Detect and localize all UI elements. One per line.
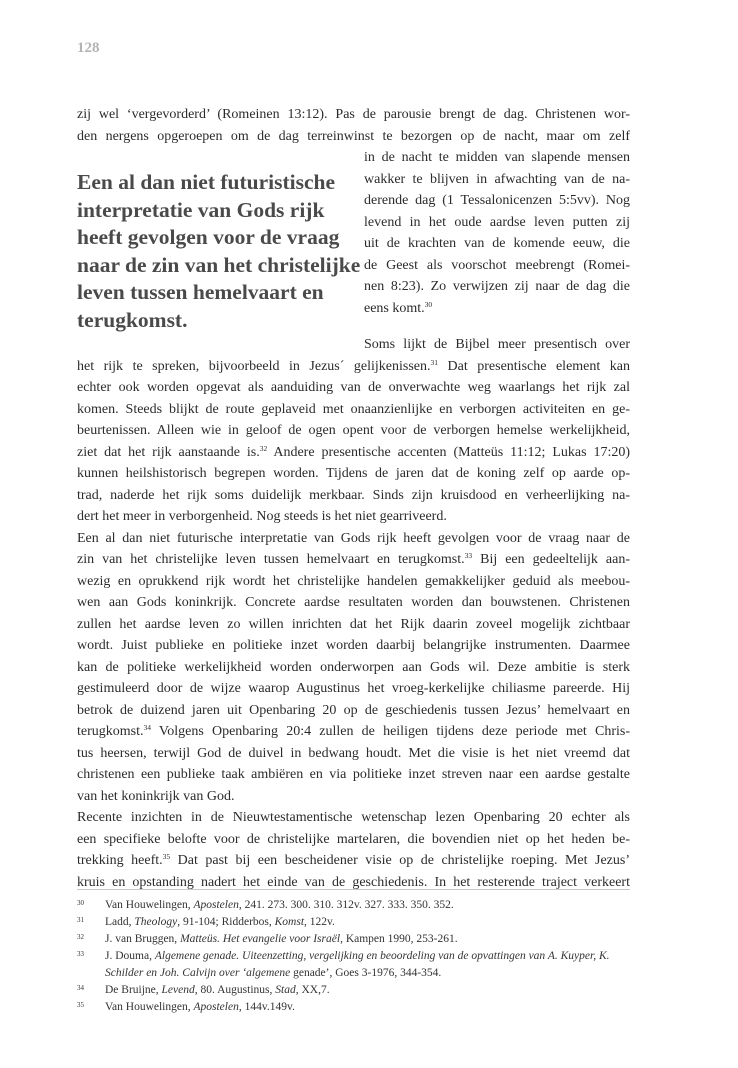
- text-fragment: zin van het christelijke leven tussen hemelvaart en terugkomst.: [77, 552, 465, 567]
- footnote-fragment: , XX,7.: [295, 984, 330, 996]
- text-fragment: wezig en oprukkend rijk wordt het christelijke handelen gemakkelijker geduid als meebou-: [77, 573, 630, 589]
- text-fragment: Een al dan niet futurische interpretatie van Gods rijk heeft gevolgen voor de vraag naar de: [77, 530, 630, 546]
- footnote-fragment: Stad: [275, 984, 296, 996]
- text-fragment: beurtenissen. Alleen wie in geloof de ogen opent voor de verborgen hemelse werkelijkheid,: [77, 423, 630, 438]
- footnote-fragment: , 241. 273. 300. 310. 312v. 327. 333. 350. 352.: [238, 899, 454, 911]
- paragraph-4: [77, 807, 630, 893]
- footnote-ref: 30: [424, 299, 433, 309]
- text-fragment: Dat past bij een bescheidener visie op de christelijke roeping. Met Jezus’: [170, 853, 631, 868]
- footnote-number: 32: [77, 933, 84, 941]
- text-fragment: christenen een publieke taak ambiëren en via politieke inzet streven naar een aardse gestalte: [77, 767, 630, 782]
- footnote-fragment: , 144v.149v.: [238, 1001, 295, 1013]
- pull-quote: [77, 169, 359, 334]
- footnote: [77, 931, 630, 948]
- text-line: [77, 356, 630, 378]
- text-fragment: kunnen heilshistorisch begrepen worden. Tijdens de jaren dat de koning zelf op aarde op-: [77, 466, 630, 481]
- body-text-top: [77, 104, 630, 147]
- footnote-fragment: Theology: [134, 916, 178, 928]
- footnote-fragment: Schilder en Joh. Calvijn over ‘algemene: [105, 967, 291, 979]
- pull-quote-line: leven tussen hemelvaart en: [77, 280, 324, 304]
- text-line: nen 8:23). Zo verwijzen zij naar de dag die: [364, 279, 630, 294]
- footnote-fragment: Ladd,: [105, 916, 135, 928]
- footnote: [77, 948, 630, 982]
- text-line: [77, 657, 630, 679]
- footnote-fragment: , Kampen 1990, 253-261.: [340, 933, 458, 945]
- text-fragment: Dat presentische element kan: [438, 358, 630, 374]
- text-fragment: van het koninkrijk van God.: [77, 788, 235, 804]
- text-line: [77, 786, 630, 808]
- footnote-divider: [77, 889, 630, 890]
- pull-quote-line: terugkomst.: [77, 307, 188, 332]
- text-line: [77, 614, 630, 636]
- text-fragment: Andere presentische accenten (Matteüs 11:12; Lukas 17:20): [267, 444, 630, 460]
- text-line: zij wel ‘vergevorderd’ (Romeinen 13:12). Pas de parousie brengt de dag. Christenen wor-: [77, 107, 630, 122]
- text-line: [77, 764, 630, 786]
- text-line: uit de krachten van de komende eeuw, die: [364, 236, 630, 251]
- text-fragment: komen. Steeds blijkt de route geplaveid met onaanzienlijke en verborgen activiteiten en ge-: [77, 401, 630, 417]
- text-fragment: het rijk te spreken, bijvoorbeeld in Jezus´ gelijkenissen.: [77, 358, 431, 374]
- footnotes: [77, 897, 630, 1016]
- footnote: [77, 914, 630, 931]
- footnote-fragment: , 80. Augustinus,: [194, 984, 276, 996]
- text-fragment: echter ook worden opgevat als aanduiding van de onverwachte weg waarlangs het rijk zal: [77, 380, 630, 395]
- footnote-number: 35: [77, 1001, 84, 1009]
- page-number: 128: [77, 40, 100, 56]
- text-fragment: Volgens Openbaring 20:4 zullen de heiligen tijdens deze periode met Chris-: [151, 724, 630, 739]
- text-fragment: ziet dat het rijk aanstaande is.: [77, 444, 260, 460]
- text-line: [77, 399, 630, 421]
- footnote-number: 33: [77, 950, 84, 958]
- text-line: Soms lijkt de Bijbel meer presentisch over: [364, 337, 630, 352]
- text-fragment: eens komt.: [364, 300, 425, 316]
- footnote: [77, 982, 630, 999]
- text-fragment: een specifieke belofte voor de christelijke martelaren, die bovendien niet op het heden be-: [77, 831, 630, 847]
- text-line: [77, 721, 630, 743]
- footnote-continuation: [105, 965, 630, 982]
- text-fragment: betrok de duizend jaren uit Openbaring 20 op de geschiedenis tussen Jezus’ hemelvaart en: [77, 702, 630, 718]
- paragraph-2: [77, 356, 630, 528]
- footnote: [77, 999, 630, 1016]
- text-line: [77, 850, 630, 872]
- text-line: [77, 678, 630, 700]
- text-fragment: wen aan Gods koninkrijk. Concrete aardse resultaten worden dan bouwstenen. Christenen: [77, 595, 630, 610]
- text-fragment: kan de politieke werkelijkheid worden onderworpen aan Gods wil. Deze ambitie is sterk: [77, 659, 630, 675]
- footnote-number: 31: [77, 916, 84, 924]
- footnote: [77, 897, 630, 914]
- footnote-fragment: Van Houwelingen,: [105, 1001, 194, 1013]
- footnote-fragment: Levend: [161, 984, 195, 996]
- text-fragment: terugkomst.: [77, 724, 144, 739]
- pull-quote-line: interpretatie van Gods rijk: [77, 197, 325, 222]
- pull-quote-line: naar de zin van het christelijke: [77, 252, 361, 277]
- text-line: levend in het oude aardse leven putten zij: [364, 214, 630, 230]
- footnote-ref: 33: [464, 551, 473, 560]
- text-fragment: Bij een gedeeltelijk aan-: [472, 552, 630, 567]
- paragraph-3: [77, 528, 630, 808]
- text-line: [77, 807, 630, 829]
- text-line: [77, 829, 630, 851]
- text-line: [77, 700, 630, 722]
- footnote-fragment: Van Houwelingen,: [105, 899, 194, 911]
- text-fragment: tus heersen, terwijl God de duivel in bedwang houdt. Met die visie is het niet vreemd dat: [77, 745, 630, 761]
- footnote-ref: 35: [162, 852, 171, 861]
- pull-quote-line: heeft gevolgen voor de vraag: [77, 225, 340, 249]
- footnote-ref: 34: [143, 723, 151, 732]
- footnote-fragment: genade’, Goes 3-1976, 344-354.: [290, 967, 442, 979]
- footnote-fragment: Apostelen: [193, 899, 239, 911]
- text-line: [77, 592, 630, 614]
- text-fragment: trad, naderde het rijk soms duidelijk merkbaar. Sinds zijn kruisdood en verheerlijking na-: [77, 487, 630, 503]
- text-line: [77, 377, 630, 399]
- footnote-fragment: , 122v.: [304, 916, 335, 928]
- footnote-fragment: Komst: [274, 916, 305, 928]
- text-fragment: Recente inzichten in de Nieuwtestamentische wetenschap lezen Openbaring 20 echter als: [77, 810, 630, 825]
- footnote-number: 30: [77, 899, 84, 907]
- text-line: de Geest als voorschot meebrengt (Romei-: [364, 257, 630, 273]
- text-fragment: wordt. Juist publieke en politieke inzet worden daarbij belangrijke instrumenten. Daarmee: [77, 638, 630, 653]
- footnote-fragment: Matteüs. Het evangelie voor Israël: [180, 933, 341, 945]
- text-fragment: dert het meer in verborgenheid. Nog steeds is het niet gearriveerd.: [77, 509, 447, 524]
- text-line: [77, 420, 630, 442]
- text-fragment: trekking heeft.: [77, 853, 163, 868]
- footnote-fragment: De Bruijne,: [105, 984, 162, 996]
- text-line: [364, 298, 630, 320]
- text-line: [77, 635, 630, 657]
- text-line: derende dag (1 Tessalonicenzen 5:5vv). Nog: [364, 193, 630, 208]
- right-column-text: [364, 147, 630, 319]
- text-line: in de nacht te midden van slapende mensen: [364, 150, 630, 165]
- footnote-fragment: Apostelen: [193, 1001, 239, 1013]
- footnote-number: 34: [77, 984, 84, 992]
- text-line: [77, 463, 630, 485]
- text-fragment: gestimuleerd door de wijze waarop Augustinus het vroeg-kerkelijke chiliasme pareerde. Hij: [77, 681, 630, 696]
- text-line: [77, 442, 630, 464]
- footnote-fragment: J. Douma,: [105, 950, 155, 962]
- text-line: den nergens opgeroepen om de dag terreinwinst te bezorgen op de nacht, maar om zelf: [77, 128, 630, 144]
- footnote-fragment: , 91-104; Ridderbos,: [177, 916, 275, 928]
- text-line: [77, 485, 630, 507]
- text-line: [77, 549, 630, 571]
- text-fragment: kruis en opstanding nadert het einde van de geschiedenis. In het resterende traject verkeert: [77, 874, 630, 890]
- text-line: [77, 743, 630, 765]
- text-fragment: zullen het aardse leven zo willen inrichten dat het Rijk daarin zoveel mogelijk zichtbaar: [77, 616, 630, 632]
- footnote-ref: 32: [259, 443, 268, 453]
- text-line: [77, 571, 630, 593]
- footnote-fragment: J. van Bruggen,: [105, 933, 181, 945]
- pull-quote-line: Een al dan niet futuristische: [77, 170, 336, 194]
- footnote-fragment: Algemene genade. Uiteenzetting, vergelijking en beoordeling van de opvattingen van A. Kuyper, K.: [154, 950, 610, 962]
- footnote-ref: 31: [430, 357, 439, 367]
- text-line: [77, 528, 630, 550]
- text-line: [77, 506, 630, 528]
- paragraph-2-first-line: [364, 334, 630, 356]
- text-line: wakker te blijven in afwachting van de na-: [364, 171, 630, 187]
